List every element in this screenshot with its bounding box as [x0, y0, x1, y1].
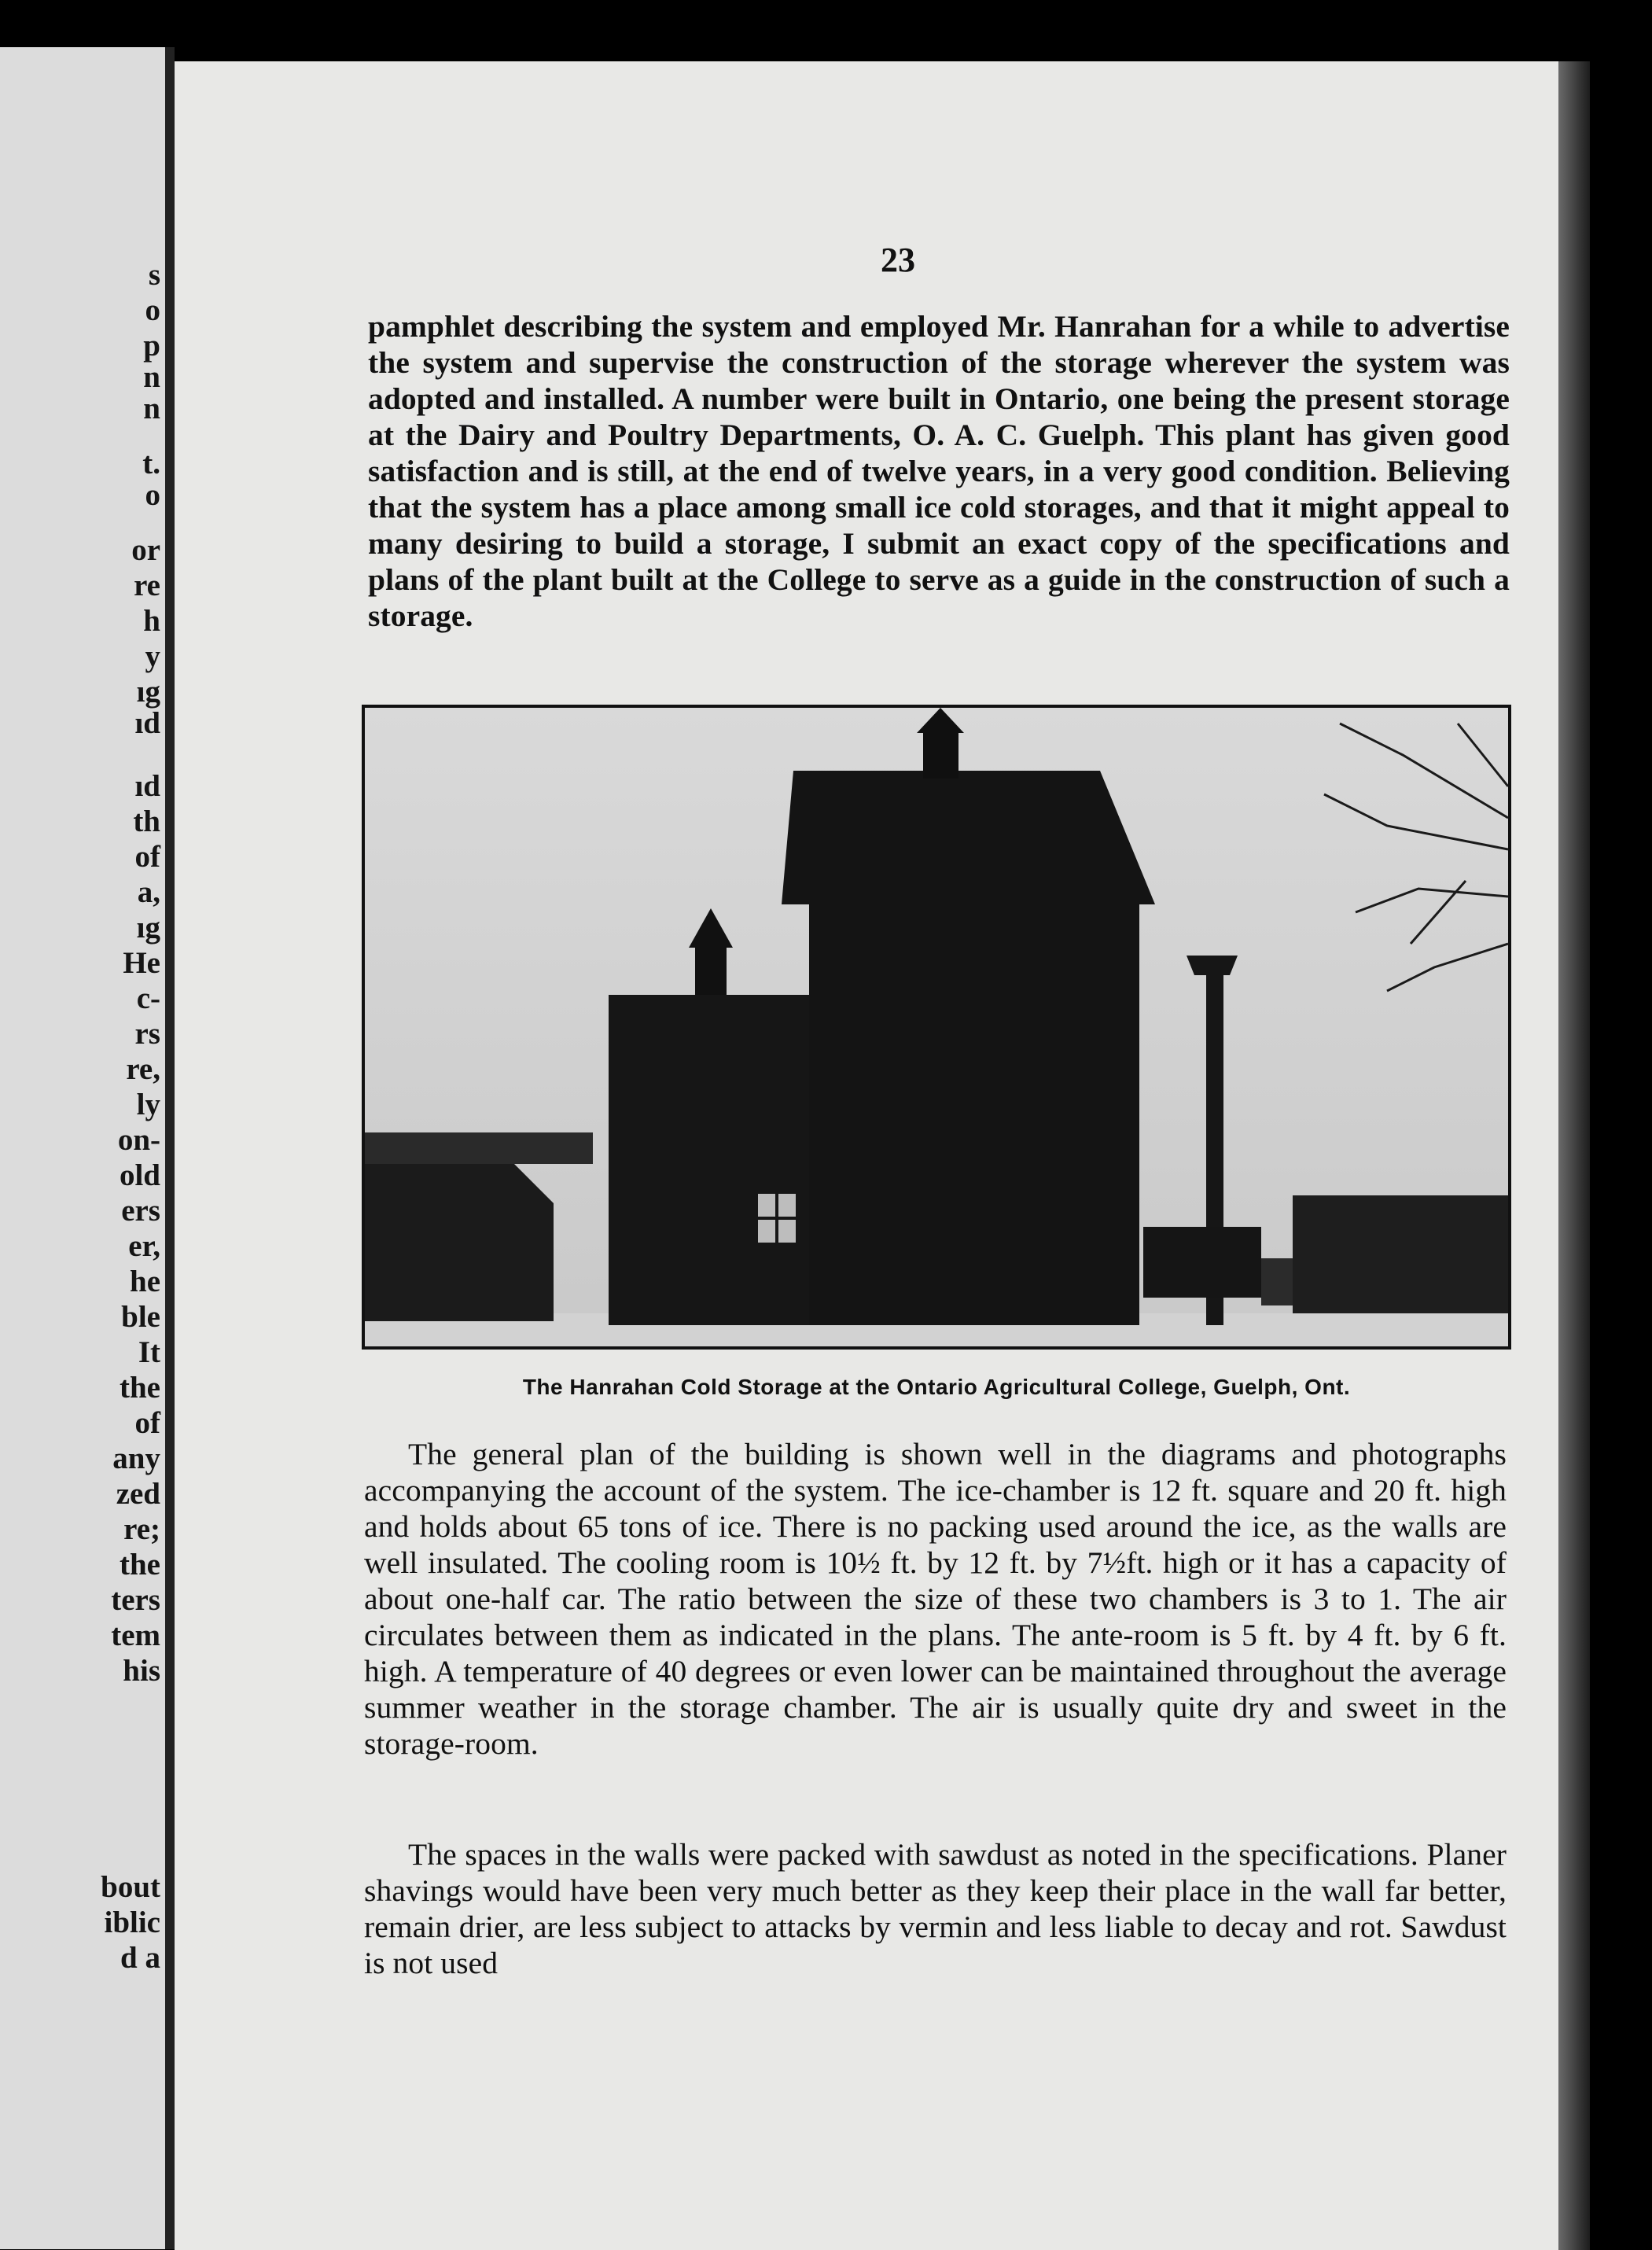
paragraph-intro: pamphlet describing the system and employed Mr. Hanrahan for a while to advertise the system and supervise the construction of the storage wherever the system was adopted and installed. A number were built in Ontario, one being the present storage at the Dairy and Poultry Departments, O. A. C. Guelph. This plant has given good satisfaction and is still, at the end of twelve years, in a very good condition. Believing that the system has a place among small ice cold storages, and that it might appeal to many desiring to build a storage, I submit an exact copy of the specifications and plans of the plant built at the College to serve as a guide in the construction of such a storage. [368, 309, 1510, 633]
left-page-fragment: t. [142, 447, 160, 481]
left-page-fragment: a, [137, 875, 160, 909]
left-page-fragment: his [123, 1654, 160, 1688]
paragraph-wall-spaces: The spaces in the walls were packed with sawdust as noted in the specifications. Planer shavings would have been very much better as they keep their place in the wall far better, remain drier, are less subject to attacks by vermin and less liable to decay and rot. Sawdust is not used [364, 1837, 1507, 1980]
cold-storage-photo-image [365, 708, 1508, 1346]
left-page-fragment: h [143, 604, 160, 638]
left-page-fragment: or [131, 533, 160, 567]
left-page-fragment: re; [123, 1512, 160, 1546]
book-gutter [165, 47, 175, 2249]
left-page-fragment: th [133, 805, 160, 838]
left-page-fragment: ble [121, 1300, 160, 1334]
left-page-fragment: He [123, 946, 160, 980]
left-page-fragment: o [145, 478, 160, 512]
building-photograph [362, 705, 1511, 1350]
page-edge-shadow [1558, 61, 1590, 2250]
left-page-fragment: ıg [136, 675, 160, 709]
left-page-fragment: iblic [104, 1906, 160, 1939]
left-page-fragment: d a [120, 1941, 160, 1975]
left-page-fragment: of [134, 840, 160, 874]
photo-caption: The Hanrahan Cold Storage at the Ontario Agricultural College, Guelph, Ont. [522, 1375, 1351, 1399]
left-page-fragment: ıd [134, 706, 160, 740]
left-page-fragment: ters [111, 1583, 160, 1617]
left-page-fragment: It [138, 1335, 160, 1369]
left-page-fragment: he [130, 1265, 160, 1298]
left-page-fragment: p [143, 329, 160, 363]
left-page-fragment: on- [117, 1123, 160, 1157]
left-page-fragment: old [119, 1158, 160, 1192]
paragraph-general-plan: The general plan of the building is shown well in the diagrams and photographs accompanying the account of the system. The ice-chamber is 12 ft. square and 20 ft. high and holds about 65 tons of ice. There is no packing used around the ice, as the walls are well insulated. The cooling room is 10½ ft. by 12 ft. by 7½ft. high or it has a capacity of about one-half car. The ratio between the size of these two chambers is 3 to 1. The air circulates between them as indicated in the plans. The ante-room is 5 ft. by 4 ft. by 6 ft. high. A temperature of 40 degrees or even lower can be maintained throughout the average summer weather in the storage chamber. The air is usually quite dry and sweet in the storage-room. [364, 1437, 1507, 1761]
left-page-fragment: the [120, 1548, 160, 1582]
left-page-fragment: bout [101, 1870, 160, 1904]
left-page-fragment: n [143, 360, 160, 394]
left-page-fragment: tem [111, 1618, 160, 1652]
left-page-fragment: ıg [136, 911, 160, 945]
left-facing-page [0, 47, 165, 2249]
left-page-fragment: ıd [134, 769, 160, 803]
left-page-fragment: n [143, 392, 160, 425]
left-page-fragment: re, [126, 1052, 160, 1086]
left-page-fragment: y [145, 639, 160, 673]
left-page-fragment: c- [136, 981, 160, 1015]
left-page-fragment: rs [134, 1017, 160, 1051]
left-page-fragment: er, [128, 1229, 160, 1263]
left-page-fragment: ly [136, 1088, 160, 1121]
left-page-fragment: zed [116, 1477, 160, 1511]
left-page-fragment: o [145, 293, 160, 327]
left-page-fragment: any [112, 1442, 160, 1475]
left-page-fragment: re [134, 569, 160, 602]
left-page-fragment: the [120, 1371, 160, 1405]
left-page-fragment: s [148, 258, 160, 292]
left-page-fragment: ers [121, 1194, 160, 1228]
page-number: 23 [881, 241, 915, 279]
left-page-fragment: of [134, 1406, 160, 1440]
